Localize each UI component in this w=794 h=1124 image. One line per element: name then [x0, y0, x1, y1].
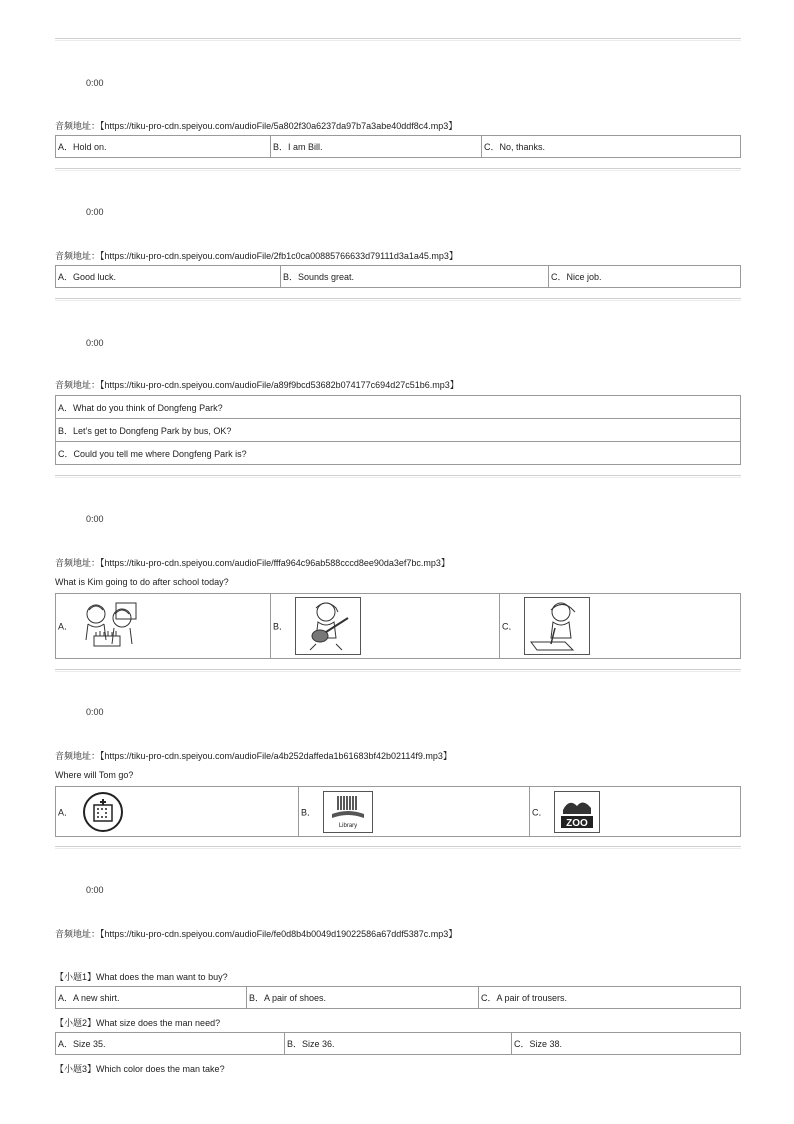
boy-playing-guitar-icon: [295, 597, 361, 655]
divider: [55, 298, 741, 299]
audio-time: 0:00: [86, 78, 104, 88]
audio-url[interactable]: 音频地址：【https://tiku-pro-cdn.speiyou.com/audioFile/5a802f30a6237da97b7a3abe40ddf8c4.mp3】: [55, 121, 458, 131]
option-c[interactable]: C．No, thanks.: [482, 136, 741, 158]
option-c-label: C．: [532, 807, 548, 817]
question-text: What is Kim going to do after school today?: [55, 577, 229, 587]
option-a-label: A．: [58, 621, 74, 632]
divider: [55, 38, 741, 39]
divider: [55, 168, 741, 169]
option-a[interactable]: A．A new shirt.: [56, 987, 247, 1009]
option-b-label: B．: [301, 807, 317, 817]
options-table: [55, 135, 741, 158]
hospital-icon: [80, 791, 126, 833]
question-text: Where will Tom go?: [55, 770, 134, 780]
option-b[interactable]: B．Sounds great.: [281, 266, 549, 288]
library-sign-icon: [323, 791, 373, 833]
option-a[interactable]: [56, 787, 299, 837]
option-a[interactable]: A．Size 35.: [56, 1033, 285, 1055]
options-table: [55, 1032, 741, 1055]
audio-url[interactable]: 音频地址：【https://tiku-pro-cdn.speiyou.com/audioFile/a4b252daffeda1b61683bf42b02114f9.mp3】: [55, 751, 452, 761]
option-a[interactable]: [56, 594, 271, 659]
divider: [55, 669, 741, 670]
audio-url[interactable]: 音频地址：【https://tiku-pro-cdn.speiyou.com/audioFile/a89f9bcd53682b074177c694d27c51b6.mp3】: [55, 380, 459, 390]
audio-url[interactable]: 音频地址：【https://tiku-pro-cdn.speiyou.com/audioFile/fffa964c96ab588cccd8ee90da3ef7bc.mp3】: [55, 558, 450, 568]
option-a[interactable]: A．What do you think of Dongfeng Park?: [56, 396, 741, 419]
option-b-label: B．: [273, 621, 289, 632]
option-c[interactable]: [500, 594, 741, 659]
option-a[interactable]: A．Hold on.: [56, 136, 271, 158]
option-b[interactable]: [271, 594, 500, 659]
subquestion-3: 【小题3】Which color does the man take?: [55, 1064, 225, 1074]
option-b[interactable]: B．Let’s get to Dongfeng Park by bus, OK?: [56, 419, 741, 442]
divider: [55, 846, 741, 847]
audio-time: 0:00: [86, 514, 104, 524]
options-table: [55, 986, 741, 1009]
subquestion-2: 【小题2】What size does the man need?: [55, 1018, 221, 1028]
subquestion-1: 【小题1】What does the man want to buy?: [55, 972, 228, 982]
option-a[interactable]: A．Good luck.: [56, 266, 281, 288]
option-b[interactable]: B．I am Bill.: [271, 136, 482, 158]
audio-time: 0:00: [86, 885, 104, 895]
option-c[interactable]: C．A pair of trousers.: [479, 987, 741, 1009]
option-b[interactable]: B．Size 36.: [285, 1033, 512, 1055]
options-table: [55, 786, 741, 837]
option-c[interactable]: C．Size 38.: [512, 1033, 741, 1055]
audio-time: 0:00: [86, 707, 104, 717]
boy-drawing-icon: [524, 597, 590, 655]
option-b[interactable]: [299, 787, 530, 837]
option-c-label: C．: [502, 621, 518, 632]
option-a-label: A．: [58, 807, 74, 817]
zoo-sign-icon: [554, 791, 600, 833]
audio-url[interactable]: 音频地址：【https://tiku-pro-cdn.speiyou.com/audioFile/fe0d8b4b0049d19022586a67ddf5387c.mp3】: [55, 929, 458, 939]
audio-url[interactable]: 音频地址：【https://tiku-pro-cdn.speiyou.com/audioFile/2fb1c0ca00885766633d79111d3a1a45.mp3】: [55, 251, 458, 261]
kids-playing-chess-icon: [80, 600, 138, 652]
library-sign-text: Library: [338, 822, 357, 829]
option-b[interactable]: B．A pair of shoes.: [247, 987, 479, 1009]
option-c[interactable]: C．Could you tell me where Dongfeng Park is?: [56, 442, 741, 465]
audio-time: 0:00: [86, 207, 104, 217]
options-table: [55, 395, 741, 465]
zoo-sign-text: ZOO: [566, 817, 588, 829]
options-table: [55, 593, 741, 659]
audio-time: 0:00: [86, 338, 104, 348]
divider: [55, 475, 741, 476]
options-table: [55, 265, 741, 288]
option-c[interactable]: [530, 787, 741, 837]
option-c[interactable]: C．Nice job.: [549, 266, 741, 288]
